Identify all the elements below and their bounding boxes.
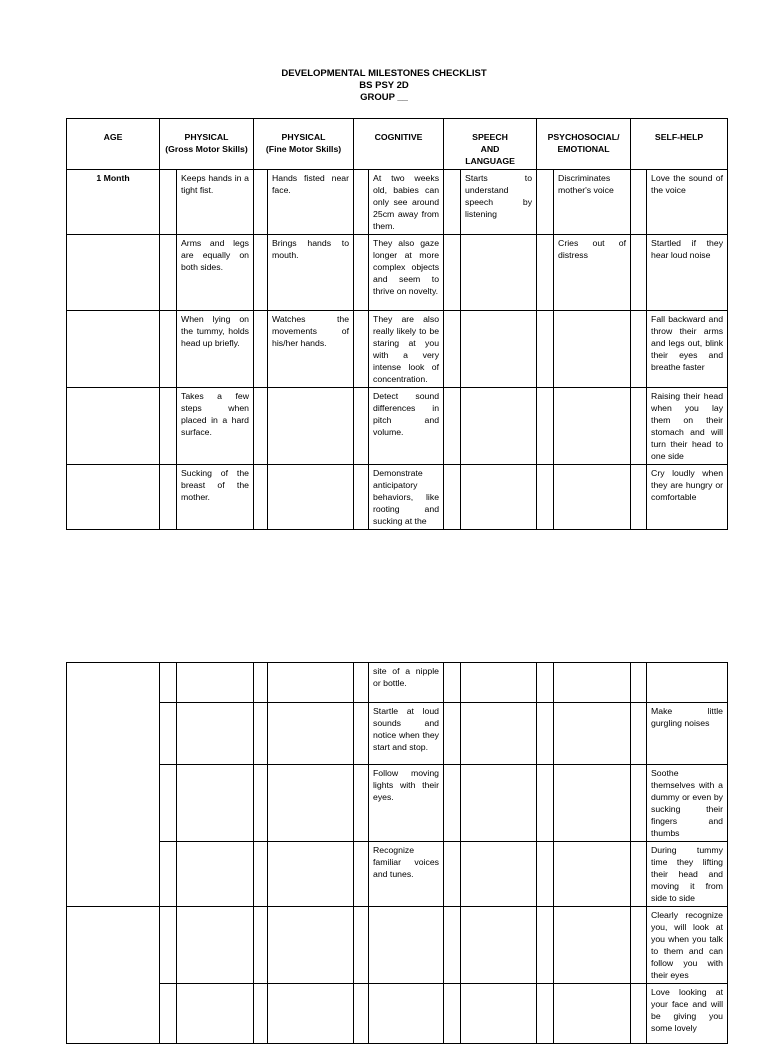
speech-cell: Starts to understand speech by listening xyxy=(461,170,537,235)
cognitive-cell xyxy=(369,984,444,1044)
speech-cell xyxy=(461,388,537,465)
col-header-psychosocial: PSYCHOSOCIAL/ EMOTIONAL xyxy=(537,119,631,170)
psychosocial-cell xyxy=(554,388,631,465)
selfhelp-cell: Soothe themselves with a dummy or even by sucking their fingers and thumbs xyxy=(647,765,728,842)
selfhelp-cell: Cry loudly when they are hungry or comfortable xyxy=(647,465,728,530)
milestones-table-page2 xyxy=(66,662,728,1044)
gross-cell: Arms and legs are equally on both sides. xyxy=(177,235,254,311)
selfhelp-cell: Fall backward and throw their arms and legs out, blink their eyes and breathe faster xyxy=(647,311,728,388)
age-cell xyxy=(67,311,160,388)
table-row xyxy=(67,907,728,984)
header-row xyxy=(67,119,728,170)
table-row xyxy=(67,465,728,530)
fine-cell: Hands fisted near face. xyxy=(268,170,354,235)
col-header-age: AGE xyxy=(67,119,160,170)
age-cell xyxy=(67,663,160,907)
cognitive-cell: They also gaze longer at more complex objects and seem to thrive on novelty. xyxy=(369,235,444,311)
cognitive-cell: Startle at loud sounds and notice when they start and stop. xyxy=(369,703,444,765)
col-header-physical-gross: PHYSICAL (Gross Motor Skills) xyxy=(160,119,254,170)
fine-cell xyxy=(268,388,354,465)
psychosocial-cell xyxy=(554,465,631,530)
col-header-physical-fine: PHYSICAL (Fine Motor Skills) xyxy=(254,119,354,170)
psychosocial-cell: Cries out of distress xyxy=(554,235,631,311)
cognitive-cell: Follow moving lights with their eyes. xyxy=(369,765,444,842)
milestones-table-page1 xyxy=(66,118,728,530)
speech-cell xyxy=(461,311,537,388)
gross-cell: Takes a few steps when placed in a hard surface. xyxy=(177,388,254,465)
speech-cell xyxy=(461,235,537,311)
col-header-selfhelp: SELF-HELP xyxy=(631,119,728,170)
table-row xyxy=(67,984,728,1044)
age-cell xyxy=(67,907,160,1044)
cognitive-cell: They are also really likely to be staring at you with a very intense look of concentration. xyxy=(369,311,444,388)
document-title-block xyxy=(0,68,768,104)
table-row xyxy=(67,388,728,465)
selfhelp-cell: Love the sound of the voice xyxy=(647,170,728,235)
table-row xyxy=(67,663,728,703)
selfhelp-cell: During tummy time they lifting their head and moving it from side to side xyxy=(647,842,728,907)
table-row xyxy=(67,170,728,235)
selfhelp-cell: Raising their head when you lay them on their stomach and will turn their head to one side xyxy=(647,388,728,465)
cognitive-cell xyxy=(369,907,444,984)
table-row xyxy=(67,703,728,765)
table-row xyxy=(67,842,728,907)
age-cell xyxy=(67,235,160,311)
document-title: DEVELOPMENTAL MILESTONES CHECKLIST xyxy=(281,68,487,79)
psychosocial-cell xyxy=(554,311,631,388)
col-header-cognitive: COGNITIVE xyxy=(354,119,444,170)
group-label: GROUP __ xyxy=(360,92,408,103)
age-cell xyxy=(67,388,160,465)
table-row xyxy=(67,765,728,842)
age-cell: 1 Month xyxy=(67,170,160,235)
selfhelp-cell xyxy=(647,663,728,703)
gross-cell: When lying on the tummy, holds head up briefly. xyxy=(177,311,254,388)
cognitive-cell: Demonstrate anticipatory behaviors, like rooting and sucking at the xyxy=(369,465,444,530)
table-row xyxy=(67,311,728,388)
cognitive-cell: site of a nipple or bottle. xyxy=(369,663,444,703)
speech-cell xyxy=(461,465,537,530)
cognitive-cell: Detect sound differences in pitch and volume. xyxy=(369,388,444,465)
age-cell xyxy=(67,465,160,530)
selfhelp-cell: Startled if they hear loud noise xyxy=(647,235,728,311)
gross-cell: Sucking of the breast of the mother. xyxy=(177,465,254,530)
selfhelp-cell: Make little gurgling noises xyxy=(647,703,728,765)
gross-cell: Keeps hands in a tight fist. xyxy=(177,170,254,235)
fine-cell: Watches the movements of his/her hands. xyxy=(268,311,354,388)
selfhelp-cell: Clearly recognize you, will look at you when you talk to them and can follow you with their eyes xyxy=(647,907,728,984)
psychosocial-cell: Discriminates mother's voice xyxy=(554,170,631,235)
col-header-speech: SPEECH AND LANGUAGE xyxy=(444,119,537,170)
cognitive-cell: At two weeks old, babies can only see around 25cm away from them. xyxy=(369,170,444,235)
fine-cell xyxy=(268,465,354,530)
fine-cell: Brings hands to mouth. xyxy=(268,235,354,311)
class-label: BS PSY 2D xyxy=(359,80,409,91)
cognitive-cell: Recognize familiar voices and tunes. xyxy=(369,842,444,907)
table-row xyxy=(67,235,728,311)
selfhelp-cell: Love looking at your face and will be giving you some lovely xyxy=(647,984,728,1044)
